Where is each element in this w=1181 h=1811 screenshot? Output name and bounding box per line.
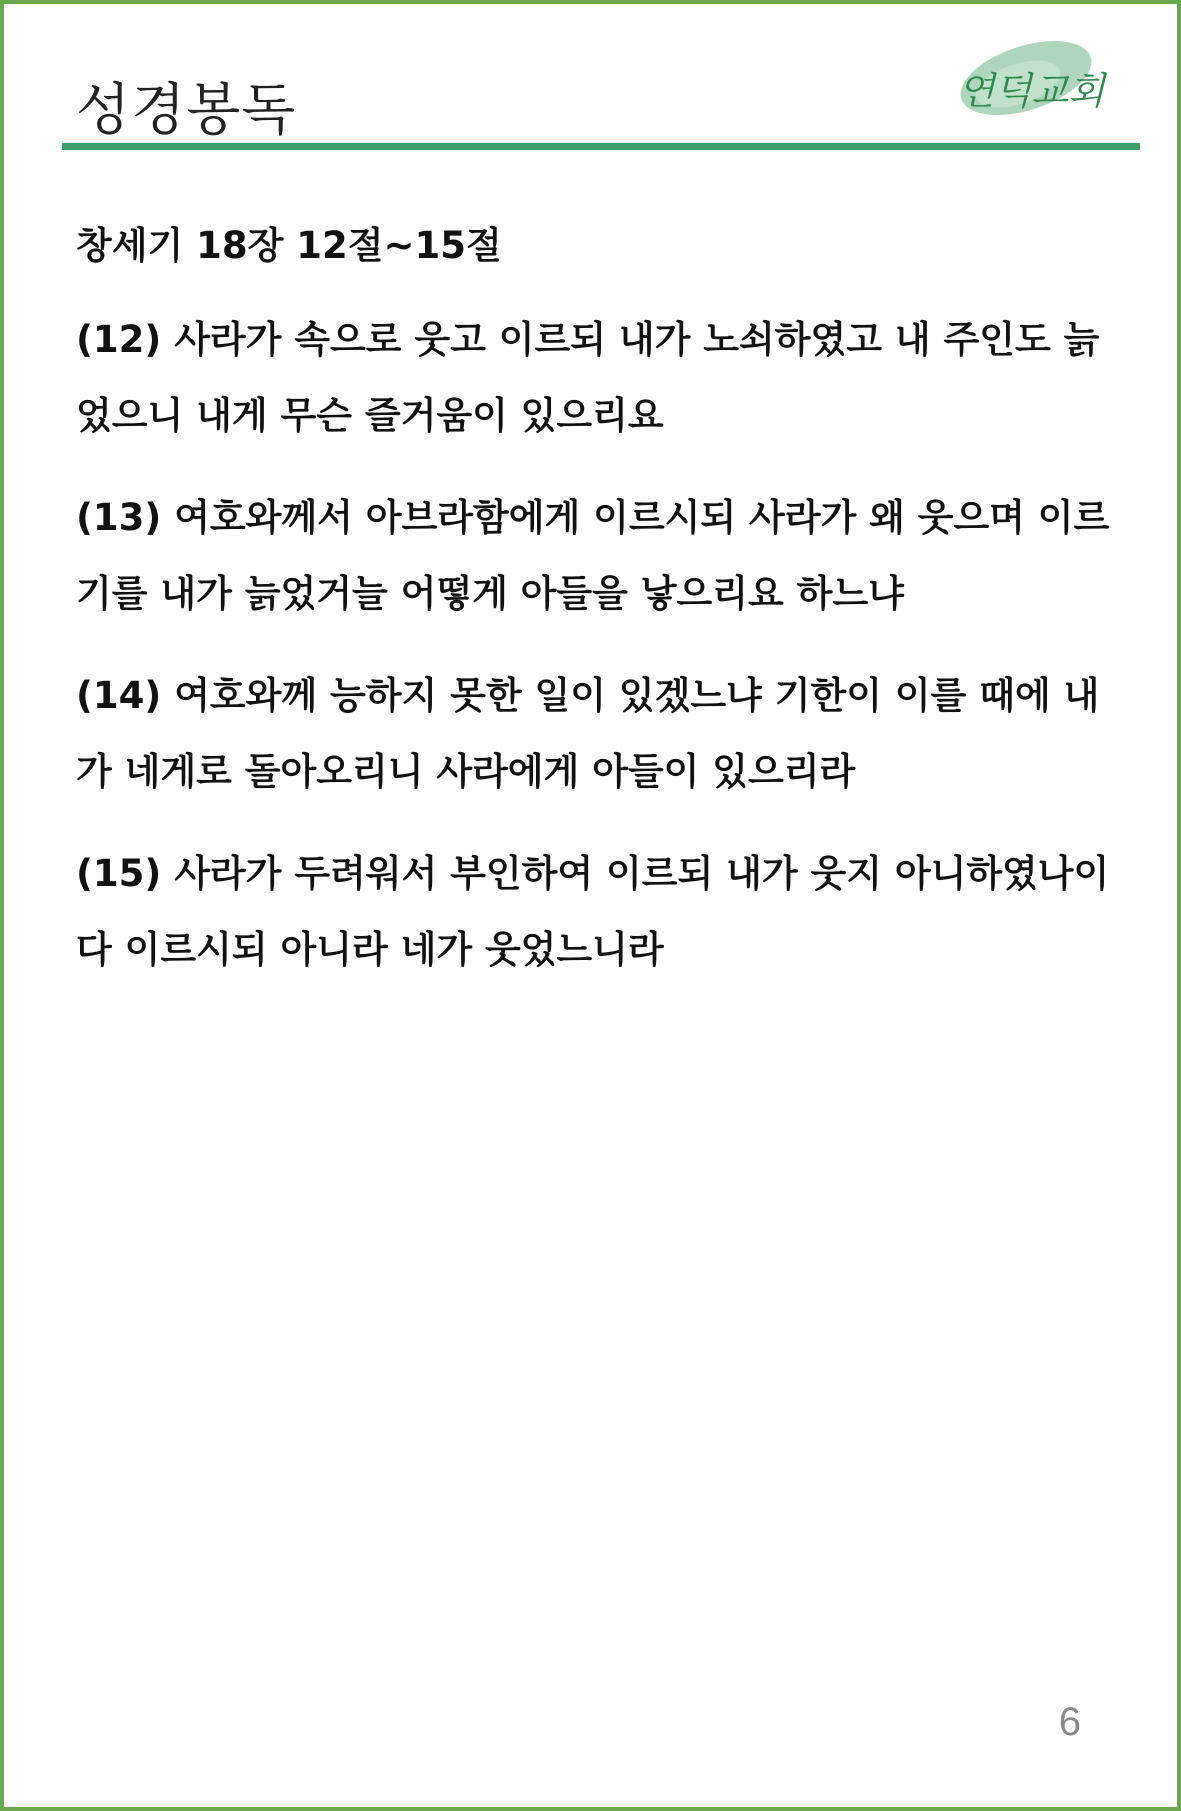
verse-14: (14) 여호와께 능하지 못한 일이 있겠느냐 기한이 이를 때에 내가 네게로 돌아오리니 사라에게 아들이 있으리라 [76,674,1100,793]
church-logo-icon [948,34,1148,134]
verse-12: (12) 사라가 속으로 웃고 이르되 내가 노쇠하였고 내 주인도 늙었으니 내게 무슨 즐거움이 있으리요 [76,318,1100,437]
logo-text: 연덕교회 [958,69,1105,113]
church-logo [948,34,1148,134]
title-divider [62,143,1140,150]
page-title: 성경봉독 [76,78,297,143]
page-number: 6 [1058,1700,1081,1744]
verse-15: (15) 사라가 두려워서 부인하여 이르되 내가 웃지 아니하였나이다 이르시되 아니라 네가 웃었느니라 [76,852,1110,971]
passage-reference: 창세기 18장 12절~15절 [76,224,502,267]
scripture-reading [76,218,1116,1014]
verse-13: (13) 여호와께서 아브라함에게 이르시되 사라가 왜 웃으며 이르기를 내가 늙었거늘 어떻게 아들을 낳으리요 하느냐 [76,496,1110,615]
